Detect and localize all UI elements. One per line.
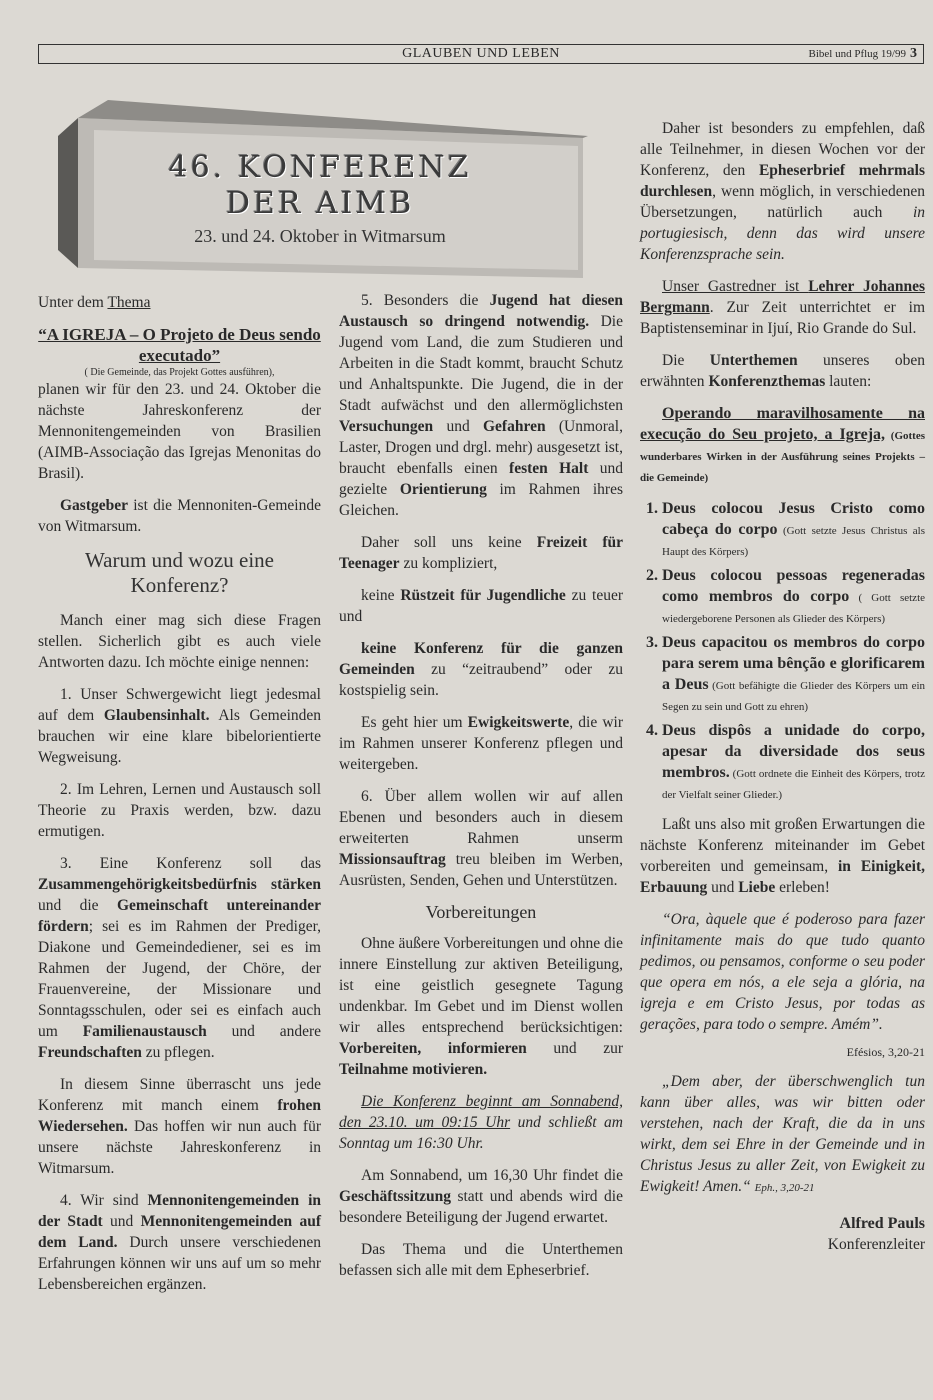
theme-translation: ( Die Gemeinde, das Projekt Gottes ausführen),	[84, 367, 275, 378]
banner	[90, 150, 550, 247]
paragraph: Daher soll uns keine Freizeit für Teenager zu kompliziert,	[339, 534, 623, 572]
paragraph: Daher ist besonders zu empfehlen, daß alle Teilnehmer, in diesen Wochen vor der Konferenz, den Epheserbrief mehrmals durchlesen, wenn möglich, in verschiedenen Übersetzungen, natürlich auch in portugiesisch, denn das wird unsere Konferenzsprache sein.	[640, 120, 925, 263]
author-name: Alfred Pauls	[839, 1215, 925, 1232]
section-heading: Warum und wozu eine Konferenz?	[85, 548, 274, 597]
banner-line-2: DER AIMB	[225, 186, 415, 221]
paragraph: Das Thema und die Unterthemen befassen sich alle mit dem Epheserbrief.	[339, 1241, 623, 1279]
paragraph: Es geht hier um Ewigkeitswerte, die wir im Rahmen unserer Konferenz pflegen und weitergeben.	[339, 714, 623, 773]
list-item: 1. Deus colocou Jesus Cristo como cabeça do corpo (Gott setzte Jesus Christus als Haupt des Körpers)	[662, 498, 925, 561]
bible-reference: Eph., 3,20-21	[754, 1182, 815, 1194]
banner-line-1: 46. KONFERENZ	[168, 150, 472, 185]
paragraph: keine Rüstzeit für Jugendliche zu teuer und	[339, 587, 623, 625]
paragraph: Am Sonnabend, um 16,30 Uhr findet die Geschäftssitzung statt und abends wird die besondere Beteiligung der Jugend erwartet.	[339, 1167, 623, 1226]
paragraph: 3. Eine Konferenz soll das Zusammengehörigkeitsbedürfnis stärken und die Gemeinschaft untereinander fördern; sei es im Rahmen der Prediger, Diakone und Gemeindediener, sei es im Rahmen der Jugend, der Chöre, der Frauenvereine, der Missionare und Sonntagsschulen, oder sei es einfach auch um Familienaustausch und andere Freundschaften zu pflegen.	[38, 855, 322, 1061]
column-3	[640, 118, 925, 1255]
paragraph: 5. Besonders die Jugend hat diesen Austausch so dringend notwendig. Die Jugend vom Land, die zum Studieren und Arbeiten in die Stadt kommt, braucht Schutz und Anhaltspunkte. Die Jugend, die in der Stadt aufwächst und den allermöglichsten Versuchungen und Gefahren (Unmoral, Laster, Drogen und drgl. mehr) ausgesetzt ist, braucht ebenfalls einen festen Halt und gezielte Orientierung im Rahmen ihres Gleichen.	[339, 292, 623, 519]
intro-paragraph-cont: planen wir für den 23. und 24. Oktober die nächste Jahreskonferenz der Mennonitengemeinden von Brasilien (AIMB-Associação das Igrejas Menonitas do Brasil).	[38, 381, 321, 482]
paragraph: 1. Unser Schwergewicht liegt jedesmal auf dem Glaubensinhalt. Als Gemeinden brauchen wir eine klare bibelorientierte Wegweisung.	[38, 686, 322, 766]
list-item: 4. Deus dispôs a unidade do corpo, apesar da diversidade dos seus membros. (Gott ordnete die Einheit des Körpers, trotz der Vielfalt seiner Glieder.)	[662, 720, 925, 804]
section-title: GLAUBEN UND LEBEN	[402, 46, 560, 61]
host-paragraph: Gastgeber ist die Mennoniten-Gemeinde von Witmarsum.	[38, 497, 321, 535]
column-2	[339, 290, 623, 1292]
page-number: 3	[910, 46, 917, 61]
bible-reference: Efésios, 3,20-21	[846, 1045, 925, 1059]
signature	[640, 1213, 925, 1255]
paragraph: 4. Wir sind Mennonitengemeinden in der Stadt und Mennonitengemeinden auf dem Land. Durch unsere verschiedenen Erfahrungen können wir uns auf um so mehr Lebensbereichen ergänzen.	[38, 1192, 322, 1293]
schedule-paragraph: Die Konferenz beginnt am Sonnabend, den 23.10. um 09:15 Uhr und schließt am Sonntag um 16:30 Uhr.	[339, 1093, 623, 1152]
subtheme-title: Operando maravilhosamente na execução do Seu projeto, a Igreja, (Gottes wunderbares Wirken in der Ausführung seines Projekts – die Gemeinde)	[640, 405, 925, 484]
paragraph: 2. Im Lehren, Lernen und Austausch soll Theorie zu Praxis werden, bzw. dazu ermutigen.	[38, 781, 321, 840]
theme-title: “A IGREJA – O Projeto de Deus sendo executado”	[38, 325, 321, 365]
bible-quote-german: „Dem aber, der überschwenglich tun kann über alles, was wir bitten oder verstehen, nach der Kraft, die da in uns wirkt, dem sei Ehre in der Gemeinde und in Christus Jesus zu aller Zeit, von Ewigkeit zu Ewigkeit! Amen.“ Eph., 3,20-21	[640, 1073, 925, 1195]
intro-paragraph: Unter dem Thema	[38, 294, 151, 311]
paragraph: In diesem Sinne überrascht uns jede Konferenz mit manch einem frohen Wiedersehen. Das hoffen wir nun auch für unsere nächste Jahreskonferenz in Witmarsum.	[38, 1076, 321, 1177]
paragraph: Ohne äußere Vorbereitungen und ohne die innere Einstellung zur aktiven Beteiligung, ist eine geistlich gesegnete Tagung undenkbar. Im Gebet und im Dienst wollen wir alles entsprechend berücksichtigen: Vorbereiten, informieren und zur Teilnahme motivieren.	[339, 935, 623, 1078]
paragraph: 6. Über allem wollen wir auf allen Ebenen und besonders auch in diesem erweiterten Rahmen unserm Missionsauftrag treu bleiben im Werben, Ausrüsten, Senden, Gehen und Unterstützen.	[339, 788, 623, 889]
page-header	[38, 44, 924, 64]
paragraph: Laßt uns also mit großen Erwartungen die nächste Konferenz miteinander im Gebet vorbereiten und gemeinsam, in Einigkeit, Erbauung und Liebe erleben!	[640, 816, 925, 896]
paragraph: Die Unterthemen unseres oben erwähnten Konferenzthemas lauten:	[640, 352, 925, 390]
column-1	[38, 292, 321, 1306]
issue-info: Bibel und Pflug 19/99 3	[808, 46, 917, 61]
section-heading: Vorbereitungen	[425, 902, 537, 922]
bible-quote-portuguese: “Ora, àquele que é poderoso para fazer infinitamente mais do que tudo quanto pedimos, ou pensamos, conforme o seu poder que opera em nós, a ele seja a glória, na igreja e em Cristo Jesus, por todas as gerações, para todo o sempre. Amém”.	[640, 911, 925, 1033]
subtheme-list	[640, 498, 925, 804]
list-item: 3. Deus capacitou os membros do corpo para serem uma bênção e glorificarem a Deus (Gott befähigte die Glieder des Körpers um ein Segen zu sein und Gott zu ehren)	[662, 632, 925, 716]
list-item: 2. Deus colocou pessoas regeneradas como membros do corpo ( Gott setzte wiedergeborene Personen als Glieder des Körpers)	[662, 565, 925, 628]
paragraph: Manch einer mag sich diese Fragen stellen. Sicherlich gibt es auch viele Antworten dazu. Ich möchte einige nennen:	[38, 612, 321, 671]
paragraph: keine Konferenz für die ganzen Gemeinden zu “zeitraubend” oder zu kostspielig sein.	[339, 640, 623, 699]
banner-line-3: 23. und 24. Oktober in Witmarsum	[194, 226, 446, 246]
author-role: Konferenzleiter	[827, 1236, 925, 1253]
paragraph: Unser Gastredner ist Lehrer Johannes Bergmann. Zur Zeit unterrichtet er im Baptistenseminar in Ijuí, Rio Grande do Sul.	[640, 278, 925, 337]
